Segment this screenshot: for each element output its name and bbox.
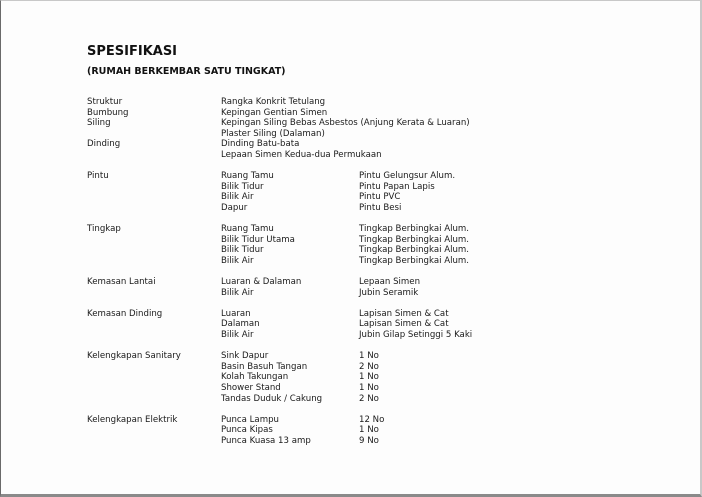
section-label: Kelengkapan Elektrik: [87, 414, 178, 425]
section-item: Ruang Tamu: [221, 224, 274, 235]
spec-section-kemasan-dinding: [87, 309, 519, 341]
section-item: Bilik Air: [221, 255, 254, 266]
section-item: Bilik Tidur Utama: [221, 234, 295, 245]
section-spec: 1 No: [359, 383, 379, 394]
spec-label: Struktur: [87, 97, 123, 107]
section-spec: Pintu Gelungsur Alum.: [359, 171, 456, 182]
section-spec: Tingkap Berbingkai Alum.: [359, 224, 470, 235]
section-item: Punca Kipas: [221, 425, 273, 436]
section-spec: Jubin Gilap Setinggi 5 Kaki: [359, 330, 473, 341]
section-label: Kelengkapan Sanitary: [87, 351, 181, 362]
section-item: Dapur: [221, 202, 248, 213]
section-item: Sink Dapur: [221, 351, 269, 362]
spec-value: Dinding Batu-bata: [221, 139, 300, 150]
section-spec: 2 No: [359, 361, 379, 372]
section-item: Bilik Tidur: [221, 245, 264, 256]
section-spec: 9 No: [359, 436, 379, 446]
section-spec: Tingkap Berbingkai Alum.: [359, 245, 470, 256]
spec-row-struktur: [87, 97, 519, 108]
section-item: Dalaman: [221, 319, 260, 330]
section-item: Punca Lampu: [221, 414, 279, 425]
spec-label: Bumbung: [87, 107, 129, 118]
spec-value: Lepaan Simen Kedua-dua Permukaan: [221, 149, 382, 160]
section-spec: 1 No: [359, 372, 379, 383]
spec-value: Plaster Siling (Dalaman): [221, 128, 325, 139]
general-specs: [87, 97, 519, 161]
section-spec: Pintu Besi: [359, 202, 402, 213]
section-spec: 2 No: [359, 393, 379, 404]
section-item: Bilik Air: [221, 287, 254, 298]
section-item: Ruang Tamu: [221, 171, 274, 182]
section-label: Tingkap: [87, 224, 121, 235]
section-spec: 1 No: [359, 425, 379, 436]
section-spec: Tingkap Berbingkai Alum.: [359, 255, 470, 266]
spec-label: Dinding: [87, 139, 121, 150]
section-spec: Tingkap Berbingkai Alum.: [359, 234, 470, 245]
spec-section-kelengkapan-elektrik: [87, 415, 519, 447]
section-spec: 1 No: [359, 351, 379, 362]
spec-row-dinding: [87, 139, 519, 160]
spec-section-tingkap: [87, 224, 519, 266]
section-spec: 12 No: [359, 414, 385, 425]
spec-row-bumbung: [87, 108, 519, 119]
section-item: Bilik Air: [221, 192, 254, 203]
section-spec: Lapisan Simen & Cat: [359, 308, 449, 319]
spec-section-kelengkapan-sanitary: [87, 351, 519, 404]
section-label: Kemasan Dinding: [87, 308, 163, 319]
section-spec: Lepaan Simen: [359, 277, 421, 288]
spec-section-pintu: [87, 171, 519, 213]
section-item: Bilik Tidur: [221, 181, 264, 192]
document-subtitle: (RUMAH BERKEMBAR SATU TINGKAT): [87, 66, 286, 77]
detailed-specs: [87, 171, 519, 446]
specification-list: [87, 97, 519, 447]
section-spec: Lapisan Simen & Cat: [359, 319, 449, 330]
section-item: Bilik Air: [221, 330, 254, 341]
spec-label: Siling: [87, 118, 111, 129]
spec-value: Kepingan Gentian Simen: [221, 107, 328, 118]
section-item: Kolah Takungan: [221, 372, 289, 383]
spec-value: Rangka Konkrit Tetulang: [221, 97, 326, 107]
section-item: Punca Kuasa 13 amp: [221, 436, 311, 446]
section-item: Shower Stand: [221, 383, 281, 394]
document-title: SPESIFIKASI: [87, 44, 178, 59]
section-item: Tandas Duduk / Cakung: [221, 393, 323, 404]
spec-section-kemasan-lantai: [87, 277, 519, 298]
section-spec: Jubin Seramik: [359, 287, 419, 298]
section-item: Basin Basuh Tangan: [221, 361, 308, 372]
spec-row-siling: [87, 118, 519, 139]
section-item: Luaran: [221, 308, 251, 319]
section-spec: Pintu Papan Lapis: [359, 181, 435, 192]
section-label: Kemasan Lantai: [87, 277, 156, 288]
section-item: Luaran & Dalaman: [221, 277, 302, 288]
section-label: Pintu: [87, 171, 109, 182]
spec-value: Kepingan Siling Bebas Asbestos (Anjung Kerata & Luaran): [221, 118, 470, 129]
section-spec: Pintu PVC: [359, 192, 401, 203]
